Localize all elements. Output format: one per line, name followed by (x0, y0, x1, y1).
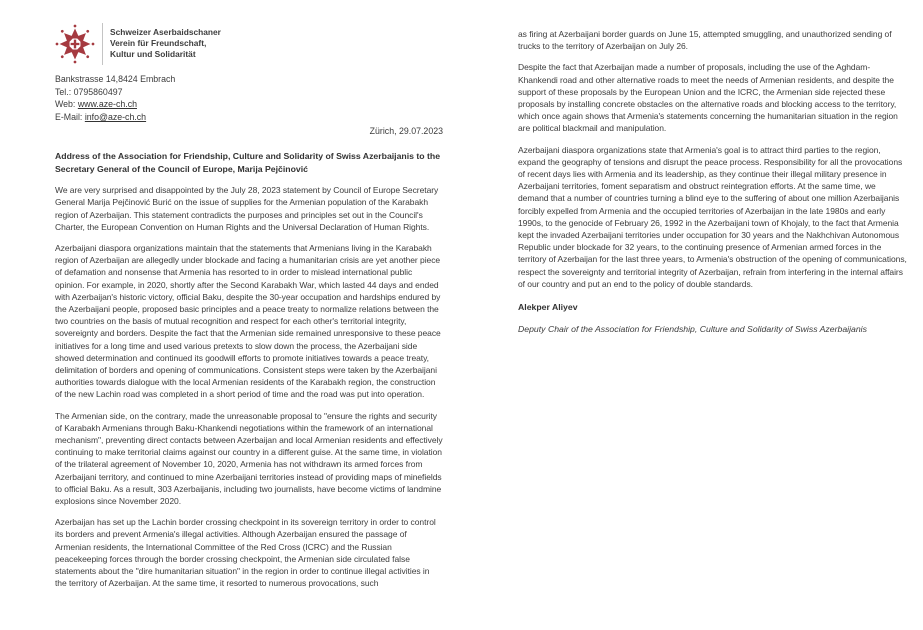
signature-role: Deputy Chair of the Association for Friendship, Culture and Solidarity of Swiss Azerbaijanis (518, 324, 867, 335)
paragraph: Azerbaijani diaspora organizations state that Armenia's goal is to attract third parties to the region, expand the geography of tensions and disrupt the peace process. Responsibility for all the provocations of recent days lies with Armenia and its leadership, as they continue their illegal military presence in Azerbaijani territories, foment separatism and obstruct reintegration efforts. At the same time, we demand that a number of countries turning a blind eye to the suffering of about one million Azerbaijanis forcibly expelled from Armenia and the occupied territories of Azerbaijan in the late 1980s and early 1990s, to the genocide of February 26, 1992 in the Azerbaijani town of Khojaly, to the fact that Armenia kept the invaded Azerbaijani territories under occupation for 30 years and the Nakhchivan Autonomous Republic under blockade for 32 years, to the continuing presence of Armenian armed forces in the territory of Azerbaijan for the last three years, to Armenia's obstruction of the opening of communications, respect the sovereignty and territorial integrity of Azerbaijan, refrain from interfering in the internal affairs of our country and put an end to the policy of double standards. (518, 144, 907, 289)
org-name (110, 22, 221, 60)
paragraph: Azerbaijan has set up the Lachin border crossing checkpoint in its sovereign territory in order to control its borders and prevent Armenia's illegal activities. Although Azerbaijan ensured the passage of Armenian residents, the International Committee of the Red Cross (ICRC) and the Russian peacekeeping forces through the border crossing checkpoint, the Armenian side circulated false statements about the "dire humanitarian situation" in the region in order to continue illegal activities in the territory of Azerbaijan. At the same time, it resorted to numerous provocations, such (55, 517, 436, 589)
letterhead (55, 22, 443, 66)
document-title: Address of the Association for Friendship, Culture and Solidarity of Swiss Azerbaijanis to the Secretary General of the Council of Europe, Marija Pejčinović (55, 151, 441, 174)
address-line: Bankstrasse 14,8424 Embrach (55, 74, 176, 84)
paragraph: as firing at Azerbaijani border guards on June 15, attempted smuggling, and unauthorized sending of trucks to the territory of Azerbaijan on July 26. (518, 29, 892, 52)
paragraph: Azerbaijani diaspora organizations maintain that the statements that Armenians living in the Karabakh region of Azerbaijan are allegedly under blockade and facing a humanitarian crisis are yet another piece of defamation and nonsense that Armenia has resorted to in order to mislead international public opinion. For example, in 2020, shortly after the Second Karabakh War, which lasted 44 days and ended with Azerbaijan's historic victory, official Baku, despite the 30-year occupation and hardships endured by the Azerbaijani people, proposed basic principles and a peace treaty to normalize relations between the two countries on the basis of mutual recognition and respect for each other's territorial integrity, sovereignty and borders. Despite the fact that the Armenian side remained unresponsive to these peace initiatives for a long time and used various pretexts to slow down the process, the Azerbaijani side showed determination and continued its goodwill efforts to promote initiatives towards a peace treaty, delimitation of borders and opening of communications. Consistent steps were taken by the Azerbaijani authorities towards dialogue with the local Armenian residents of the Karabakh region, the construction of the new Lachin road was completed in a short period of time and the road was put into operation. (55, 243, 441, 400)
left-page-column (55, 22, 443, 598)
email-line (55, 111, 443, 124)
email-link[interactable]: info@aze-ch.ch (84, 111, 147, 122)
website-link[interactable]: www.aze-ch.ch (77, 99, 137, 110)
paragraph: We are very surprised and disappointed by the July 28, 2023 statement by Council of Europe Secretary General Marija Pejčinović Burić on the issue of supplies for the Armenian population of the Karabakh region of Azerbaijan. This statement contradicts the purposes and principles set out in the Council's Charter, the European Convention on Human Rights and the Universal Declaration of Human Rights. (55, 185, 439, 232)
org-name-line: Schweizer Aserbaidschaner (110, 27, 221, 37)
letterhead-divider (102, 23, 103, 65)
web-label: Web: (55, 99, 78, 110)
org-name-line: Verein für Freundschaft, (110, 38, 207, 48)
email-label: E-Mail: (55, 111, 85, 122)
paragraph: Despite the fact that Azerbaijan made a number of proposals, including the use of the Aghdam-Khankendi road and other alternative roads to meet the needs of Armenian residents, and despite the support of these proposals by the European Union and the ICRC, the Armenian side rejected these proposals by installing concrete obstacles on the alternative roads and blocking access to the territory, which once again shows that Armenia's statements concerning the humanitarian situation in the region are political blackmail and manipulation. (518, 62, 898, 134)
association-logo-icon (55, 22, 95, 66)
contact-block (55, 73, 443, 123)
dateline: Zürich, 29.07.2023 (369, 126, 443, 137)
phone-line: Tel.: 0795860497 (55, 86, 123, 97)
signature-name: Alekper Aliyev (518, 302, 578, 313)
org-name-line: Kultur und Solidarität (110, 49, 196, 59)
paragraph: The Armenian side, on the contrary, made the unreasonable proposal to "ensure the rights and security of Karabakh Armenians through Baku-Khankendi negotiations within the framework of an international mechanism", preventing direct contacts between Azerbaijan and local Armenian residents and effectively continuing to make territorial claims against our country in a different guise. At the same time, in violation of the trilateral agreement of November 10, 2020, Armenia has not withdrawn its armed forces from Azerbaijani territory, and continued to mine Azerbaijani territories instead of providing maps of minefields to official Baku. As a result, 303 Azerbaijanis, including two journalists, have become victims of landmine explosions since November 2020. (55, 410, 443, 507)
right-page-column (518, 28, 908, 334)
web-line (55, 98, 443, 111)
